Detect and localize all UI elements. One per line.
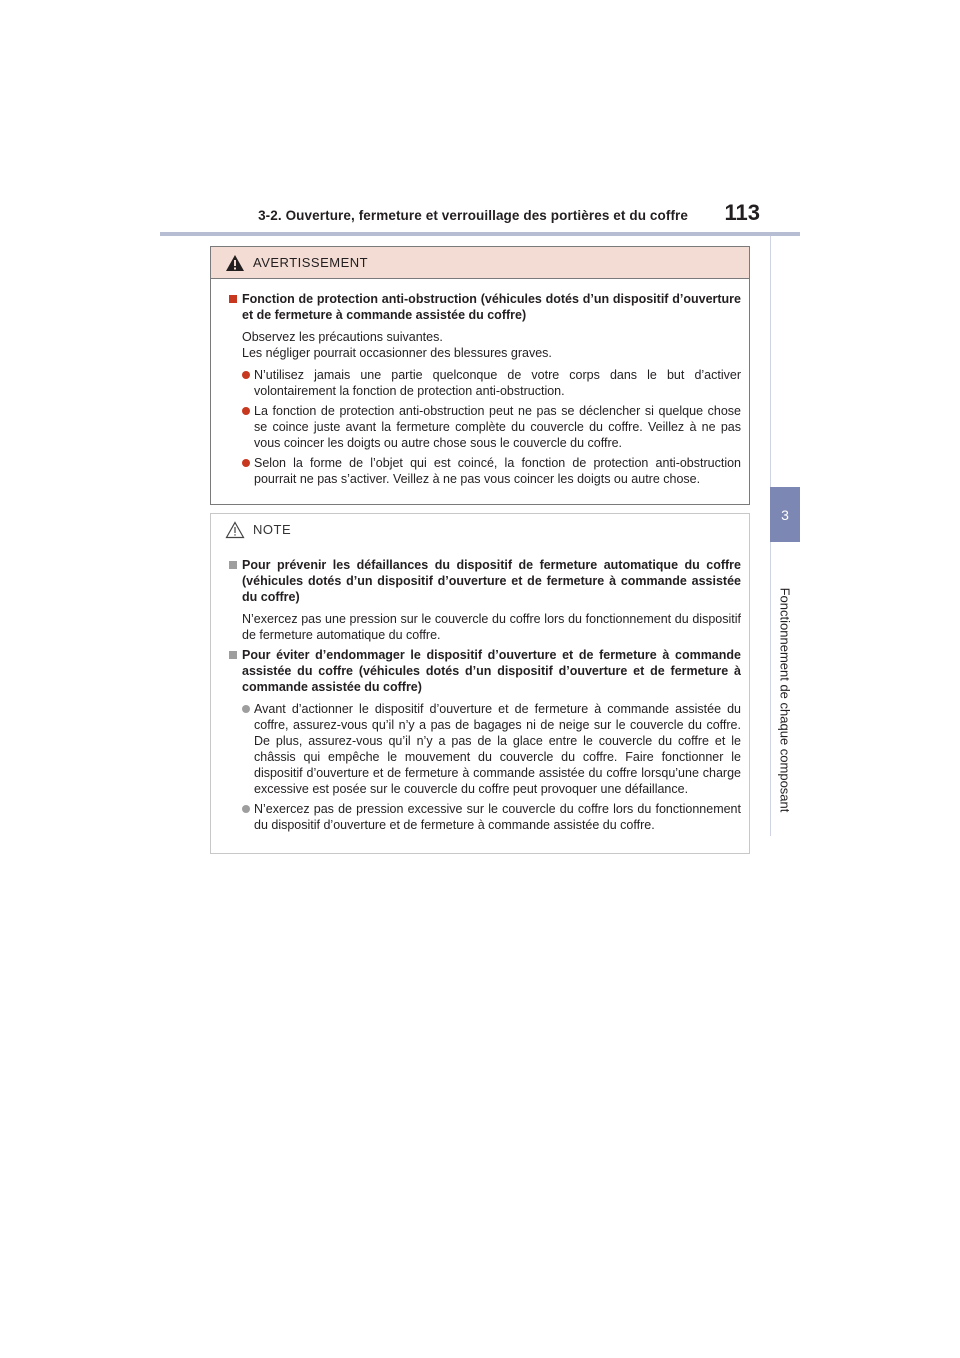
- warning-intro-1: Observez les précautions suivantes.: [242, 330, 443, 344]
- warning-triangle-icon: [225, 254, 245, 272]
- round-bullet-icon: [242, 407, 250, 415]
- chapter-label: Fonctionnement de chaque composant: [777, 587, 793, 813]
- square-bullet-icon: [229, 651, 237, 659]
- bullet-text: La fonction de protection anti-obstruction peut ne pas se déclencher si quelque chose se coince juste avant la fermeture complète du couvercle du coffre. Veillez à ne pas vous coincer les doigts ou autre chose sous le couvercle du coffre.: [254, 404, 741, 450]
- caution-triangle-icon: [225, 521, 245, 539]
- note-topic-1-text: N’exercez pas une pression sur le couvercle du coffre lors du fonctionnement du dispositif de fermeture automatique du coffre.: [242, 612, 741, 642]
- note-topic-title: Pour prévenir les défaillances du dispositif de fermeture automatique du coffre (véhicules dotés d’un dispositif d’ouverture et de fermeture à commande assistée du coffre): [242, 558, 741, 604]
- bullet-text: Avant d’actionner le dispositif d’ouverture et de fermeture à commande assistée du coffre, assurez-vous qu’il n’y a pas de bagages ni de neige sur le couvercle du coffre. De plus, assurez-vous qu’il n’y a pas de la glace entre le couvercle du coffre et le châssis qui empêche le mouvement du couvercle du coffre. Faire fonctionner le dispositif d’ouverture et de fermeture à commande assistée du coffre lorsqu’une charge excessive est posée sur le couvercle du coffre peut provoquer une défaillance.: [254, 702, 741, 796]
- square-bullet-icon: [229, 295, 237, 303]
- note-header: [211, 514, 749, 545]
- note-topic-1: [229, 557, 741, 605]
- warning-box: [210, 246, 750, 505]
- round-bullet-icon: [242, 371, 250, 379]
- list-item: [229, 403, 741, 451]
- warning-header: [211, 247, 749, 279]
- chapter-tab: [770, 487, 800, 542]
- warning-topic: [229, 291, 741, 323]
- bullet-text: Selon la forme de l’objet qui est coincé, la fonction de protection anti-obstruction pourrait ne pas s’activer. Veillez à ne pas vous coincer les doigts ou autre chose.: [254, 456, 741, 486]
- bullet-text: N’utilisez jamais une partie quelconque de votre corps dans le but d’activer volontairement la fonction de protection anti-obstruction.: [254, 368, 741, 398]
- bullet-text: N’exercez pas de pression excessive sur le couvercle du coffre lors du fonctionnement du dispositif d’ouverture et de fermeture à commande assistée du coffre.: [254, 802, 741, 832]
- chapter-number: 3: [781, 506, 789, 523]
- round-bullet-icon: [242, 805, 250, 813]
- note-topic-title: Pour éviter d’endommager le dispositif d’ouverture et de fermeture à commande assistée du coffre (véhicules dotés d’un dispositif d’ouverture et de fermeture à commande assistée du coffre): [242, 648, 741, 694]
- note-body: [211, 545, 749, 833]
- page-number: 113: [724, 200, 760, 225]
- warning-topic-title: Fonction de protection anti-obstruction (véhicules dotés d’un dispositif d’ouverture et de fermeture à commande assistée du coffre): [242, 292, 741, 322]
- list-item: [229, 801, 741, 833]
- note-topic-2: [229, 647, 741, 695]
- list-item: [229, 367, 741, 399]
- warning-label: AVERTISSEMENT: [253, 254, 369, 270]
- warning-intro-2: Les négliger pourrait occasionner des blessures graves.: [242, 346, 552, 360]
- round-bullet-icon: [242, 459, 250, 467]
- header-rule: [160, 232, 800, 236]
- running-header: 3-2. Ouverture, fermeture et verrouillage des portières et du coffre: [258, 208, 688, 223]
- list-item: [229, 701, 741, 797]
- square-bullet-icon: [229, 561, 237, 569]
- list-item: [229, 455, 741, 487]
- note-box: [210, 513, 750, 854]
- round-bullet-icon: [242, 705, 250, 713]
- note-label: NOTE: [253, 521, 292, 537]
- warning-body: [211, 279, 749, 487]
